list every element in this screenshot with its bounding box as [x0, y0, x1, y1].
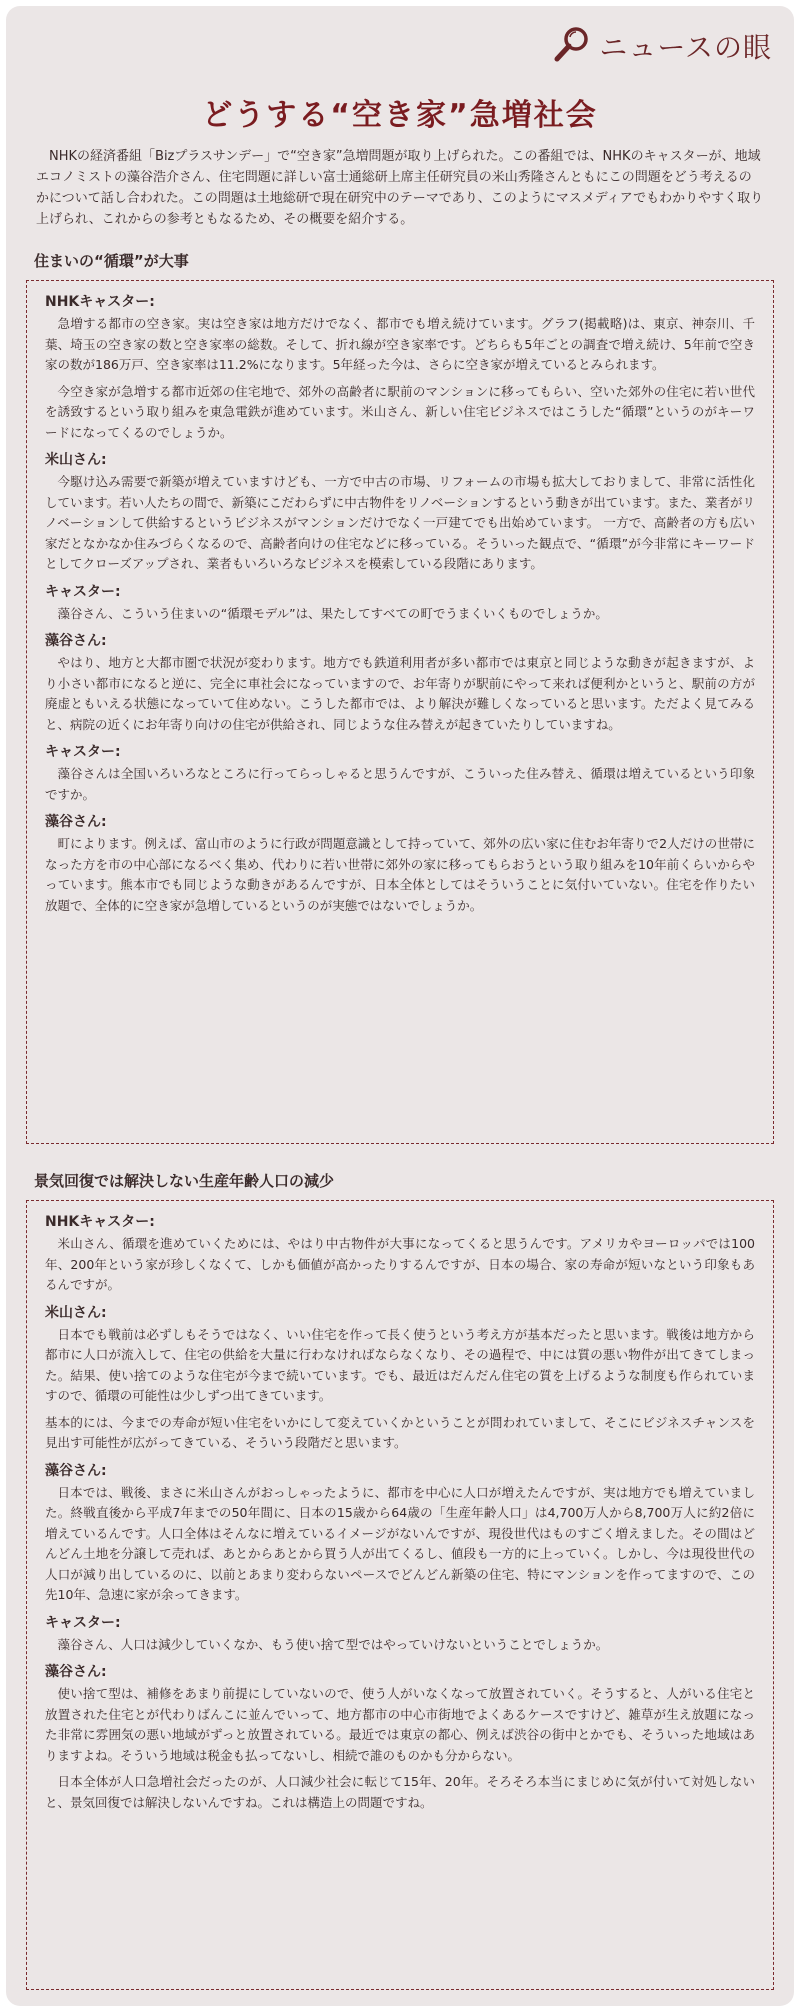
speaker-label: NHKキャスター:: [45, 1214, 155, 1230]
speaker-label: NHKキャスター:: [45, 294, 155, 310]
magnifier-icon: [553, 25, 591, 67]
speaker-label: キャスター:: [45, 1614, 121, 1631]
badge-label: ニュースの眼: [599, 31, 772, 64]
news-eye-badge: [553, 24, 772, 68]
dialogue-paragraph: やはり、地方と大都市圏で状況が変わります。地方でも鉄道利用者が多い都市では東京と同じような動きが起きますが、より小さい都市になると逆に、完全に車社会になっていますので、お年寄りが駅前にやって来れば便利かというと、駅前の方が廃虚ともいえる状態になっていて住めない。こうした都市では、より解決が難しくなっていると思います。ただよく見てみると、病院の近くにお年寄り向けの住宅が供給され、同じような住み替えが起きていたりしていますね。: [45, 655, 755, 732]
speaker-label: 藻谷さん:: [45, 814, 107, 830]
speaker-label: 米山さん:: [45, 452, 107, 468]
dialogue-paragraph: 急増する都市の空き家。実は空き家は地方だけでなく、都市でも増え続けています。グラフ(掲載略)は、東京、神奈川、千葉、埼玉の空き家の数と空き家率の総数。そして、折れ線が空き家率です。どちらも5年ごとの調査で増え続け、5年前で空き家の数が186万戸、空き家率は11.2%になります。5年経った今は、さらに空き家が増えているとみられます。: [45, 316, 755, 372]
dialogue-paragraph: 基本的には、今までの寿命が短い住宅をいかにして変えていくかということが問われていまして、そこにビジネスチャンスを見出す可能性が広がってきている、そういう段階だと思います。: [45, 1414, 755, 1450]
article-intro: NHKの経済番組「Bizプラスサンデー」で“空き家”急増問題が取り上げられた。この番組では、NHKのキャスターが、地域エコノミストの藻谷浩介さん、住宅問題に詳しい富士通総研上席主任研究員の米山秀隆さんともにこの問題をどう考えるのかについて話し合われた。この問題は土地総研で現在研究中のテーマであり、このようにマスメディアでもわかりやすく取り上げられ、これからの参考ともなるため、その概要を紹介する。: [36, 149, 764, 227]
speaker-label: 藻谷さん:: [45, 1664, 107, 1680]
dialogue-box: [26, 280, 774, 1144]
article-title: どうする“空き家”急増社会: [202, 98, 598, 133]
article-card: [6, 6, 794, 2006]
section-heading: 景気回復では解決しない生産年齢人口の減少: [34, 1172, 335, 1190]
dialogue-paragraph: 今空き家が急増する都市近郊の住宅地で、郊外の高齢者に駅前のマンションに移ってもらい、空いた郊外の住宅に若い世代を誘致するという取り組みを東急電鉄が進めています。米山さん、新しい住宅ビジネスではこうした“循環”というのがキーワードになってくるのでしょうか。: [45, 383, 755, 440]
dialogue-paragraph: 藻谷さん、人口は減少していくなか、もう使い捨て型ではやっていけないということでしょうか。: [57, 1636, 609, 1652]
dialogue-paragraph: 町によります。例えば、富山市のように行政が問題意識として持っていて、郊外の広い家に住むお年寄りで2人だけの世帯になった方を市の中心部になるべく集め、代わりに若い世帯に郊外の家に移ってもらおうという取り組みを10年前くらいからやっています。熊本市でも同じような動きがあるんですが、日本全体としてはそういうことに気付いていない。住宅を作りたい放題で、全体的に空き家が急増しているというのが実態ではないでしょうか。: [45, 836, 755, 913]
speaker-label: キャスター:: [45, 744, 121, 760]
dialogue-paragraph: 米山さん、循環を進めていくためには、やはり中古物件が大事になってくると思うんです。アメリカやヨーロッパでは100年、200年という家が珍しくなくて、しかも価値が高かったりするんですが、日本の場合、家の寿命が短いなという印象もあるんですが。: [45, 1236, 755, 1292]
dialogue-box: [26, 1200, 774, 1990]
speaker-label: キャスター:: [45, 583, 121, 600]
section-heading: 住まいの“循環”が大事: [34, 252, 189, 270]
dialogue-paragraph: 日本でも戦前は必ずしもそうではなく、いい住宅を作って長く使うという考え方が基本だったと思います。戦後は地方から都市に人口が流入して、住宅の供給を大量に行わなければならなくなり、その過程で、中には質の悪い物件が出てきてしまった。結果、使い捨てのような住宅が今まで続いています。でも、最近はだんだん住宅の質を上げるような制度も作られていますので、循環の可能性は少しずつ出てきています。: [45, 1326, 755, 1403]
dialogue-paragraph: 日本では、戦後、まさに米山さんがおっしゃったように、都市を中心に人口が増えたんですが、実は地方でも増えていました。終戦直後から平成7年までの50年間に、日本の15歳から64歳の「生産年齢人口」は4,700万人から8,700万人に約2倍に増えているんです。人口全体はそんなに増えているイメージがないんですが、現役世代はものすごく増えました。その間はどんどん土地を分譲して売れば、あとからあとから買う人が出てくるし、値段も一方的に上っていく。しかし、今は現役世代の人口が減り出しているのに、以前とあまり変わらないペースでどんどん新築の住宅、特にマンションを作ってますので、この先10年、急速に家が余ってきます。: [45, 1484, 755, 1602]
dialogue-paragraph: 藻谷さんは全国いろいろなところに行ってらっしゃると思うんですが、こういった住み替え、循環は増えているという印象ですか。: [45, 766, 755, 802]
speaker-label: 藻谷さん:: [45, 633, 107, 649]
dialogue-paragraph: 日本全体が人口急増社会だったのが、人口減少社会に転じて15年、20年。そろそろ本当にまじめに気が付いて対処しないと、景気回復では解決しないんですね。これは構造上の問題ですね。: [45, 1774, 755, 1810]
dialogue-paragraph: 使い捨て型は、補修をあまり前提にしていないので、使う人がいなくなって放置されていく。そうすると、人がいる住宅と放置された住宅とが代わりばんこに並んでいって、地方都市の中心市街地でよくあるケースですけど、雑草が生え放題になった非常に雰囲気の悪い地域がずっと放置されている。最近では東京の都心、例えば渋谷の街中とかでも、そういった地域はありますよね。そういう地域は税金も払ってないし、相続で誰のものかも分からない。: [45, 1686, 755, 1763]
speaker-label: 藻谷さん:: [45, 1462, 107, 1479]
dialogue-paragraph: 藻谷さん、こういう住まいの“循環モデル”は、果たしてすべての町でうまくいくものでしょうか。: [57, 605, 608, 621]
dialogue-paragraph: 今駆け込み需要で新築が増えていますけども、一方で中古の市場、リフォームの市場も拡大しておりまして、非常に活性化しています。若い人たちの間で、新築にこだわらずに中古物件をリノベーションするという動きが出ています。また、業者がリノベーションして供給するというビジネスがマンションだけでなく一戸建てでも出始めています。 一方で、高齢者の方も広い家だとなかなか住みづらくなるので、高齢者向けの住宅などに移っている。そういった観点で、“循環”が今非常にキーワードとしてクローズアップされ、業者もいろいろなビジネスを模索している段階にあります。: [45, 474, 755, 571]
speaker-label: 米山さん:: [45, 1304, 107, 1321]
